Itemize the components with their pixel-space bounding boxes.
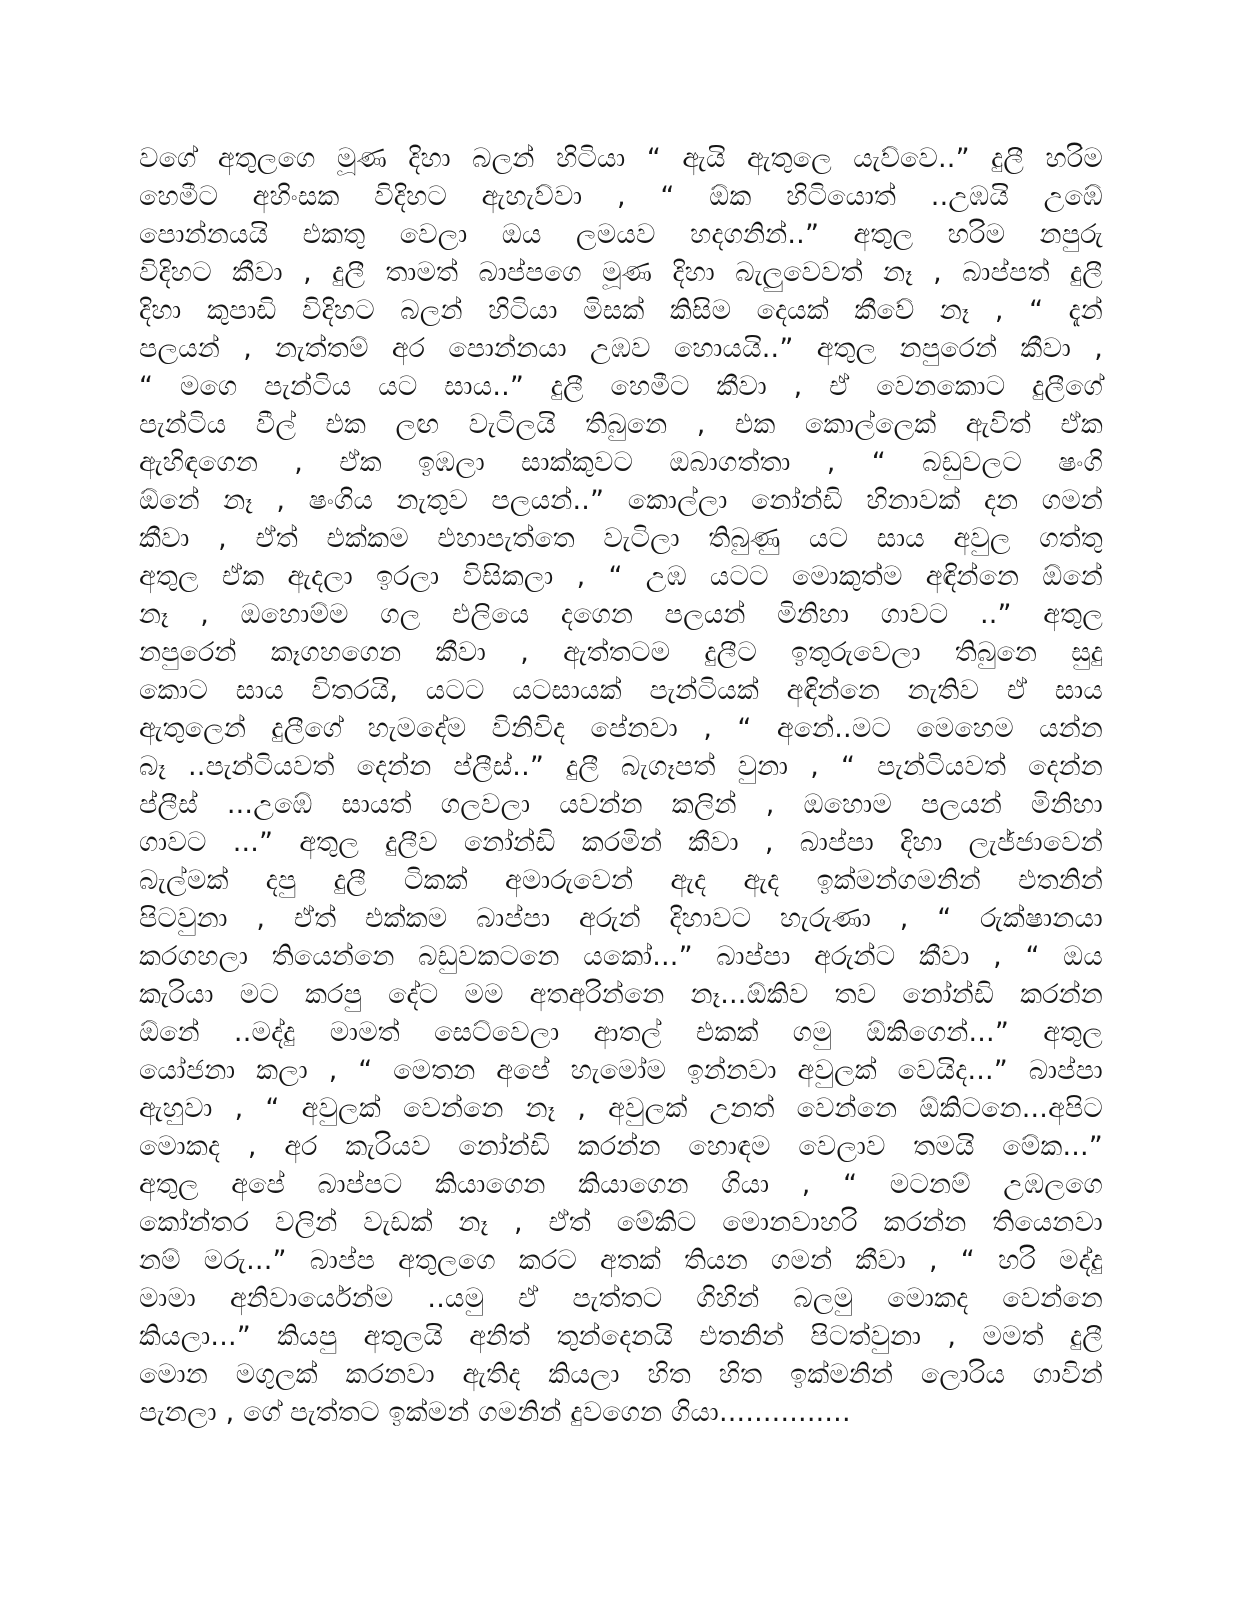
text-line: වගේ අතුලගෙ මූණ දිහා බලන් හිටියා “ ඇයි ඇතුලෙ යැව්වෙ..” දුලී හරිම [139, 143, 1103, 174]
text-line: “ මගෙ පැන්ටිය යට සාය..” දුලී හෙමීට කීවා , ඒ වෙනකොට දුලීගේ [139, 371, 1103, 402]
text-line: කීවා , ඒත් එක්කම එහාපැත්තෙ වැටිලා තිබුණු යට සාය අවුල ගත්තු [139, 523, 1103, 554]
text-line: කෝන්තර වලින් වැඩක් නෑ , ඒත් මේකිට මොනවාහරි කරන්න තියෙනවා [139, 1207, 1103, 1238]
text-line: ඇතුලෙන් දුලීගේ හැමදේම විනිවිද පේනවා , “ අනේ..මට මෙහෙම යන්න [139, 713, 1103, 744]
text-line: කරගහලා තියෙන්නෙ බඩුවකටනෙ යකෝ...” බාප්පා අරුන්ට කීවා , “ ඔය [139, 941, 1103, 972]
text-line: ඇහුවා , “ අවුලක් වෙන්නෙ නෑ , අවුලක් උනත් වෙන්නෙ ඕකිටනෙ...අපිට [139, 1093, 1103, 1124]
text-line: නම් මරු...” බාප්ප අතුලගෙ කරට අතක් තියන ගමන් කීවා , “ හරි මද්දු [139, 1245, 1103, 1276]
text-line: මොකද , අර කැරියව නෝන්ඩි කරන්න හොඳම වෙලාව තමයි මේක...” [139, 1131, 1103, 1162]
text-line: නපුරෙන් කෑගහගෙන කීවා , ඇත්තටම දුලීට ඉතුරුවෙලා තිබුනෙ සුදු [139, 637, 1103, 668]
text-line: නෑ , ඔහොම්ම ගල එලියෙ දගෙන පලයන් මිනිහා ගාවට ..” අතුල [139, 599, 1103, 630]
text-line: බැල්මක් දපු දුලී ටිකක් අමාරුවෙන් ඇද ඇද ඉක්මන්ගමනින් එතනින් [139, 865, 1103, 896]
text-line: බෑ ..පැන්ටියවත් දෙන්න ප්ලීස්..” දුලී බැගෑපත් වුනා , “ පැන්ටියවත් දෙන්න [139, 751, 1103, 782]
text-line: ඕනේ නෑ , ෂංගිය නැතුව පලයන්..” කොල්ලා නෝන්ඩි හිනාවක් දන ගමන් [139, 485, 1103, 516]
text-line: විදිහට කීවා , දුලී තාමත් බාප්පගෙ මූණ දිහා බැලුවෙවත් නෑ , බාප්පත් දුලී [139, 257, 1103, 288]
text-line: කියලා...” කියපු අතුලයි අනිත් තුන්දෙනයි එතනින් පිටත්වුනා , මමත් දුලී [139, 1321, 1103, 1352]
text-line: පැනලා , ගේ පැත්තට ඉක්මන් ගමනින් දුවගෙන ගියා............... [139, 1397, 851, 1428]
text-line: පිටවුනා , ඒත් එක්කම බාප්පා අරුන් දිහාවට හැරුණා , “ රුක්ෂානයා [139, 903, 1103, 934]
text-line: අතුල ඒක ඇදලා ඉරලා විසිකලා , “ උඹ යටට මොකුත්ම අඳින්නෙ ඕනේ [139, 561, 1103, 592]
text-line: පැන්ටිය වීල් එක ලඟ වැටිලයි තිබුනෙ , එක කොල්ලෙක් ඇවිත් ඒක [139, 409, 1103, 440]
text-line: මාමා අනිවාර්යෙන්ම ..යමු ඒ පැත්තට ගිහින් බලමු මොකද වෙන්නෙ [139, 1283, 1103, 1314]
text-line: මොන මගුලක් කරනවා ඇතිද කියලා හිත හිත ඉක්මනින් ලොරිය ගාවින් [139, 1359, 1103, 1390]
text-line: අතුල අපේ බාප්පට කියාගෙන කියාගෙන ගියා , “ මටනම් උඹලගෙ [139, 1169, 1103, 1200]
text-line: කැරියා මට කරපු දේට මම අතඅරින්නෙ නෑ...ඕකිව තව නෝන්ඩි කරන්න [139, 979, 1103, 1010]
text-line: හෙමීට අහිංසක විදිහට ඇහැව්වා , “ ඕක හිටියොත් ..උඹයි උඹේ [139, 181, 1103, 212]
text-line: ඇහිඳගෙන , ඒක ඉඹලා සාක්කුවට ඔබාගත්තා , “ බඩුවලට ෂංගි [139, 447, 1103, 478]
text-line: පලයන් , නැත්තම් අර පොන්නයා උඹව හොයයි..” අතුල නපුරෙන් කීවා , [139, 333, 1103, 364]
text-line: දිහා කුපාඩි විදිහට බලන් හිටියා මිසක් කිසිම දෙයක් කීවේ නෑ , “ දැන් [139, 295, 1103, 326]
text-line: ප්ලීස් ...උඹේ සායත් ගලවලා යවන්න කලින් , ඔහොම පලයන් මිනිහා [139, 789, 1103, 820]
text-line: පොන්නයයි එකතු වෙලා ඔය ලමයව හදගනින්..” අතුල හරිම නපුරු [139, 219, 1103, 250]
text-line: ගාවට ...” අතුල දුලීව නෝන්ඩි කරමින් කීවා , බාප්පා දිහා ලැජ්ජාවෙන් [139, 827, 1103, 858]
text-line: කොට සාය විතරයි, යටට යටසායක් පැන්ටියක් අඳින්නෙ නැතිව ඒ සාය [139, 675, 1103, 706]
text-line: ඕනේ ..මද්දු මාමත් සෙට්වෙලා ආතල් එකක් ගමු ඕකිගෙන්...” අතුල [139, 1017, 1103, 1048]
text-line: යෝජනා කලා , “ මෙතන අපේ හැමෝම ඉන්නවා අවුලක් වෙයිද...” බාප්පා [139, 1055, 1103, 1086]
story-text-body [139, 140, 1103, 1432]
